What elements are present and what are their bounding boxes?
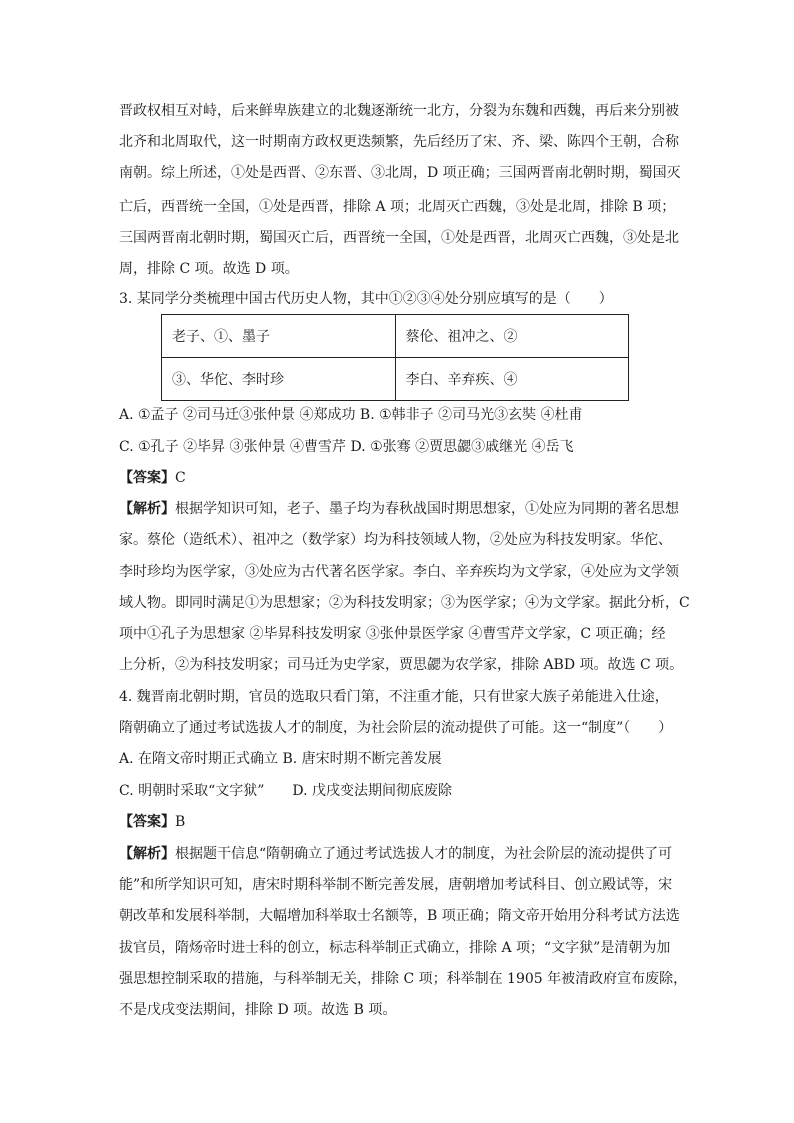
text-line: 拔官员，隋炀帝时进士科的创立，标志科举制正式确立，排除 A 项；“文字狱”是清朝为加	[119, 940, 671, 956]
text-line: 亡后，西晋统一全国，①处是西晋，排除 A 项；北周灭亡西魏，③处是北周，排除 B 项；	[119, 199, 676, 215]
question-4-stem: 隋朝确立了通过考试选拔人才的制度，为社会阶层的流动提供了可能。这一“制度”（ ）	[119, 720, 673, 736]
text-line: 项中①孔子为思想家 ②毕昇科技发明家 ③张仲景医学家 ④曹雪芹文学家，C 项正确；经	[119, 626, 666, 642]
answer-value: B	[175, 814, 186, 830]
analysis-tag: 【解析】	[119, 846, 175, 862]
question-3-options: C. ①孔子 ②毕昇 ③张仲景 ④曹雪芹 D. ①张骞 ②贾思勰③戚继光 ④岳飞	[119, 439, 574, 455]
text-line: 家。蔡伦（造纸术）、祖冲之（数学家）均为科技领域人物，②处应为科技发明家。华佗、	[119, 532, 672, 548]
text-line: 李时珍均为医学家，③处应为古代著名医学家。李白、辛弃疾均为文学家，④处应为文学领	[119, 564, 679, 580]
text-line: 能”和所学知识可知，唐宋时期科举制不断完善发展，唐朝增加考试科目、创立殿试等，宋	[119, 877, 673, 893]
analysis-line	[119, 499, 679, 519]
text-line: 晋政权相互对峙，后来鲜卑族建立的北魏逐渐统一北方，分裂为东魏和西魏，再后来分别被	[119, 103, 679, 119]
answer-tag: 【答案】	[119, 470, 175, 486]
question-4-options: C. 明朝时采取“文字狱” D. 戊戌变法期间彻底废除	[119, 783, 453, 799]
analysis-text: 根据题干信息“隋朝确立了通过考试选拔人才的制度，为社会阶层的流动提供了可	[175, 846, 673, 862]
text-line: 北齐和北周取代，这一时期南方政权更迭频繁，先后经历了宋、齐、梁、陈四个王朝，合称	[119, 134, 679, 150]
question-3-stem: 3. 某同学分类梳理中国古代历史人物，其中①②③④处分别应填写的是（ ）	[119, 291, 613, 307]
table-row	[162, 315, 629, 358]
analysis-tag: 【解析】	[119, 501, 175, 517]
question-4-options: A. 在隋文帝时期正式确立 B. 唐宋时期不断完善发展	[119, 751, 442, 767]
text-line: 朝改革和发展科举制，大幅增加科举取士名额等，B 项正确；隋文帝开始用分科考试方法选	[119, 908, 680, 924]
analysis-line	[119, 844, 679, 864]
answer-line	[119, 468, 679, 488]
text-line: 南朝。综上所述，①处是西晋、②东晋、③北周，D 项正确；三国两晋南北朝时期，蜀国灭	[119, 165, 681, 181]
text-line: 周，排除 C 项。故选 D 项。	[119, 261, 299, 277]
text-line: 三国两晋南北朝时期，蜀国灭亡后，西晋统一全国，①处是西晋，北周灭亡西魏，③处是北	[119, 230, 679, 246]
table-cell: 蔡伦、祖冲之、②	[395, 315, 629, 358]
answer-tag: 【答案】	[119, 814, 175, 830]
question-3-table	[161, 314, 629, 401]
text-line: 强思想控制采取的措施，与科举制无关，排除 C 项；科举制在 1905 年被清政府宣布废除，	[119, 971, 688, 987]
answer-value: C	[175, 470, 186, 486]
analysis-text: 根据学知识可知，老子、墨子均为春秋战国时期思想家，①处应为同期的著名思想	[175, 501, 679, 517]
question-3-options: A. ①孟子 ②司马迁③张仲景 ④郑成功 B. ①韩非子 ②司马光③玄奘 ④杜甫	[119, 407, 583, 423]
text-line: 域人物。即同时满足①为思想家；②为科技发明家；③为医学家；④为文学家。据此分析，C	[119, 595, 690, 611]
question-4-stem: 4. 魏晋南北朝时期，官员的选取只看门第，不注重才能，只有世家大族子弟能进入仕途，	[119, 689, 669, 705]
table-cell: ③、华佗、李时珍	[162, 358, 396, 401]
table-row	[162, 358, 629, 401]
table-cell: 李白、辛弃疾、④	[395, 358, 629, 401]
text-line: 上分析，②为科技发明家；司马迁为史学家，贾思勰为农学家，排除 ABD 项。故选 C 项。	[119, 657, 684, 673]
text-line: 不是戊戌变法期间，排除 D 项。故选 B 项。	[119, 1002, 397, 1018]
answer-line	[119, 812, 679, 832]
table-cell: 老子、①、墨子	[162, 315, 396, 358]
